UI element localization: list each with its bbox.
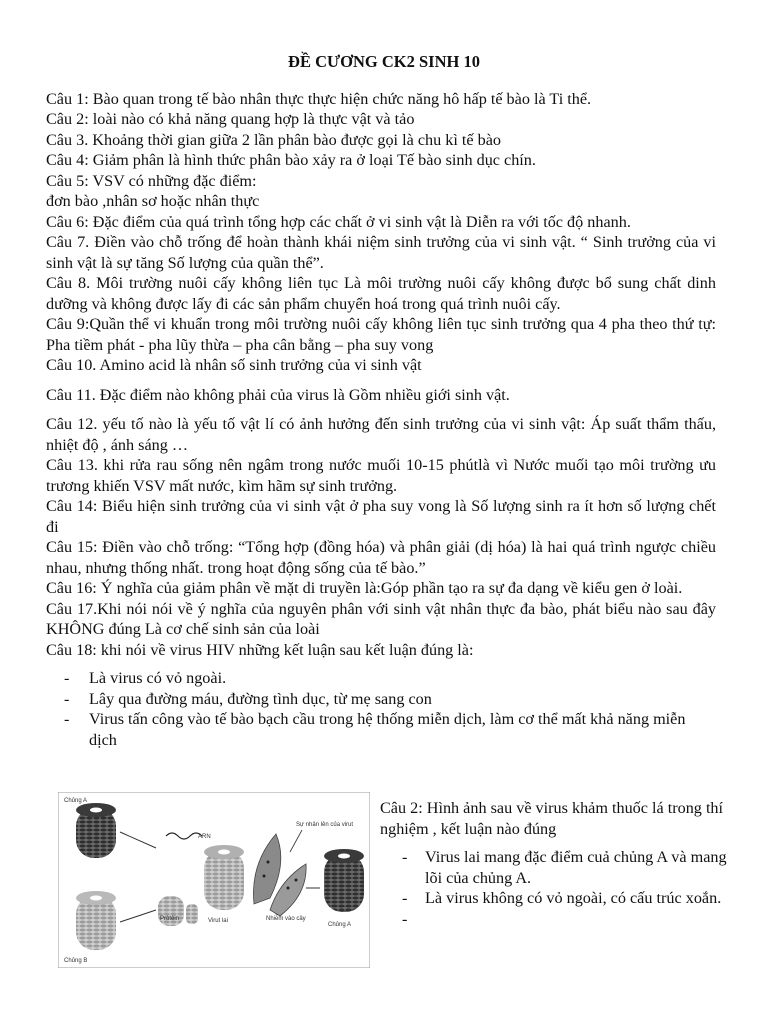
question-11: Câu 11. Đặc điểm nào không phải của virus là Gồm nhiều giới sinh vật. xyxy=(46,385,510,404)
list-item: - Là virus không có vỏ ngoài, có cấu trúc xoắn. xyxy=(402,889,722,907)
question-10: Câu 10. Amino acid là nhân số sinh trưởng của vi sinh vật xyxy=(46,356,422,374)
figure-label-infect: Nhiễm vào cây xyxy=(266,916,306,922)
figure-label-strain-a: Chủng A xyxy=(64,798,88,804)
bullet-dash: - xyxy=(64,669,70,687)
question-7: Câu 7. Điền vào chỗ trống để hoàn thành khái niệm sinh trưởng của vi sinh vật. “ Sinh trưởng của vi sinh vật là sự tăng Số lượng của quần thể”. xyxy=(46,233,716,272)
question-6: Câu 6: Đặc điểm của quá trình tổng hợp các chất ở vi sinh vật là Diễn ra với tốc độ nhanh. xyxy=(46,212,631,231)
bullet-dash: - xyxy=(402,848,408,866)
question-3: Câu 3. Khoảng thời gian giữa 2 lần phân bào được gọi là chu kì tế bào xyxy=(46,130,501,149)
figure-label-protein: Prôtêin xyxy=(160,916,180,922)
figure-label-strain-a-result: Chủng A xyxy=(328,922,352,928)
question-5-answer: đơn bào ,nhân sơ hoặc nhân thực xyxy=(46,192,260,210)
question-2: Câu 2: loài nào có khả năng quang hợp là thực vật và tảo xyxy=(46,110,415,128)
question-17: Câu 17.Khi nói nói về ý nghĩa của nguyên phân với sinh vật nhân thực đa bào, phát biểu nào sau đây KHÔNG đúng Là cơ chế sinh sản của loài xyxy=(46,599,716,638)
question-12: Câu 12. yếu tố nào là yếu tố vật lí có ảnh hưởng đến sinh trưởng của vi sinh vật: Áp suất thẩm thấu, nhiệt độ , ánh sáng … xyxy=(46,415,716,454)
question-5: Câu 5: VSV có những đặc điểm: xyxy=(46,171,257,190)
figure-label-strain-b: Chủng B xyxy=(64,958,88,964)
bullet-dash: - xyxy=(402,889,408,907)
virus-strain-a-result-icon xyxy=(324,849,364,912)
question-18-bullets xyxy=(46,668,716,750)
question-1: Câu 1: Bào quan trong tế bào nhân thực thực hiện chức năng hô hấp tế bào là Ti thể. xyxy=(46,89,592,108)
virus-strain-a-icon xyxy=(76,803,116,858)
figure-label-hybrid: Virut lai xyxy=(208,918,228,924)
bullet-dash: - xyxy=(64,710,70,728)
list-item: - Virus tấn công vào tế bào bạch cầu trong hệ thống miễn dịch, làm cơ thể mất khả năng miễn dịch xyxy=(64,710,686,749)
document-title: ĐỀ CƯƠNG CK2 SINH 10 xyxy=(288,52,480,71)
list-item: - Là virus có vỏ ngoài. xyxy=(64,669,227,687)
question-8: Câu 8. Môi trường nuôi cấy không liên tục Là môi trường nuôi cấy không được bổ sung chất dinh dưỡng và không được lấy đi các sản phẩm chuyển hoá trong quá trình nuôi cấy. xyxy=(46,274,716,313)
question-2-image xyxy=(380,798,730,928)
document-page xyxy=(46,52,716,750)
hybrid-virus-icon xyxy=(204,845,244,910)
tobacco-mosaic-virus-figure xyxy=(58,792,370,968)
question-2-text: Câu 2: Hình ảnh sau về virus khảm thuốc lá trong thí nghiệm , kết luận nào đúng xyxy=(380,799,724,838)
question-16: Câu 16: Ý nghĩa của giảm phân về mặt di truyền là:Góp phần tạo ra sự đa dạng về kiểu gen ở loài. xyxy=(46,579,683,597)
list-item: - Lây qua đường máu, đường tình dục, từ mẹ sang con xyxy=(64,689,432,708)
figure-label-multiply: Sự nhân lên của virut xyxy=(296,822,354,828)
question-2-bullets xyxy=(380,847,730,928)
virus-strain-b-icon xyxy=(76,891,116,950)
list-item: - Virus lai mang đặc điểm cuả chủng A và mang lõi của chủng A. xyxy=(402,848,727,887)
figure-label-rna: ARN xyxy=(198,834,211,840)
question-15: Câu 15: Điền vào chỗ trống: “Tổng hợp (đồng hóa) và phân giải (dị hóa) là hai quá trình ngược chiều nhau, nhưng thống nhất. trong hoạt động sống của tế bào.” xyxy=(46,538,716,577)
question-13: Câu 13. khi rửa rau sống nên ngâm trong nước muối 10-15 phútlà vì Nước muối tạo môi trường ưu trương khiến VSV mất nước, kìm hãm sự sinh trưởng. xyxy=(46,456,716,495)
bullet-dash: - xyxy=(402,909,408,928)
question-14: Câu 14: Biểu hiện sinh trưởng của vi sinh vật ở pha suy vong là Số lượng sinh ra ít hơn số lượng chết đi xyxy=(46,497,716,536)
bullet-dash: - xyxy=(64,689,70,708)
question-18: Câu 18: khi nói về virus HIV những kết luận sau kết luận đúng là: xyxy=(46,640,474,659)
bottom-section xyxy=(46,792,726,992)
question-4: Câu 4: Giảm phân là hình thức phân bào xảy ra ở loại Tế bào sinh dục chín. xyxy=(46,151,536,169)
question-9: Câu 9:Quần thể vi khuẩn trong môi trường nuôi cấy không liên tục sinh trưởng qua 4 pha theo thứ tự: Pha tiềm phát - pha lũy thừa – pha cân bằng – pha suy vong xyxy=(46,315,716,354)
